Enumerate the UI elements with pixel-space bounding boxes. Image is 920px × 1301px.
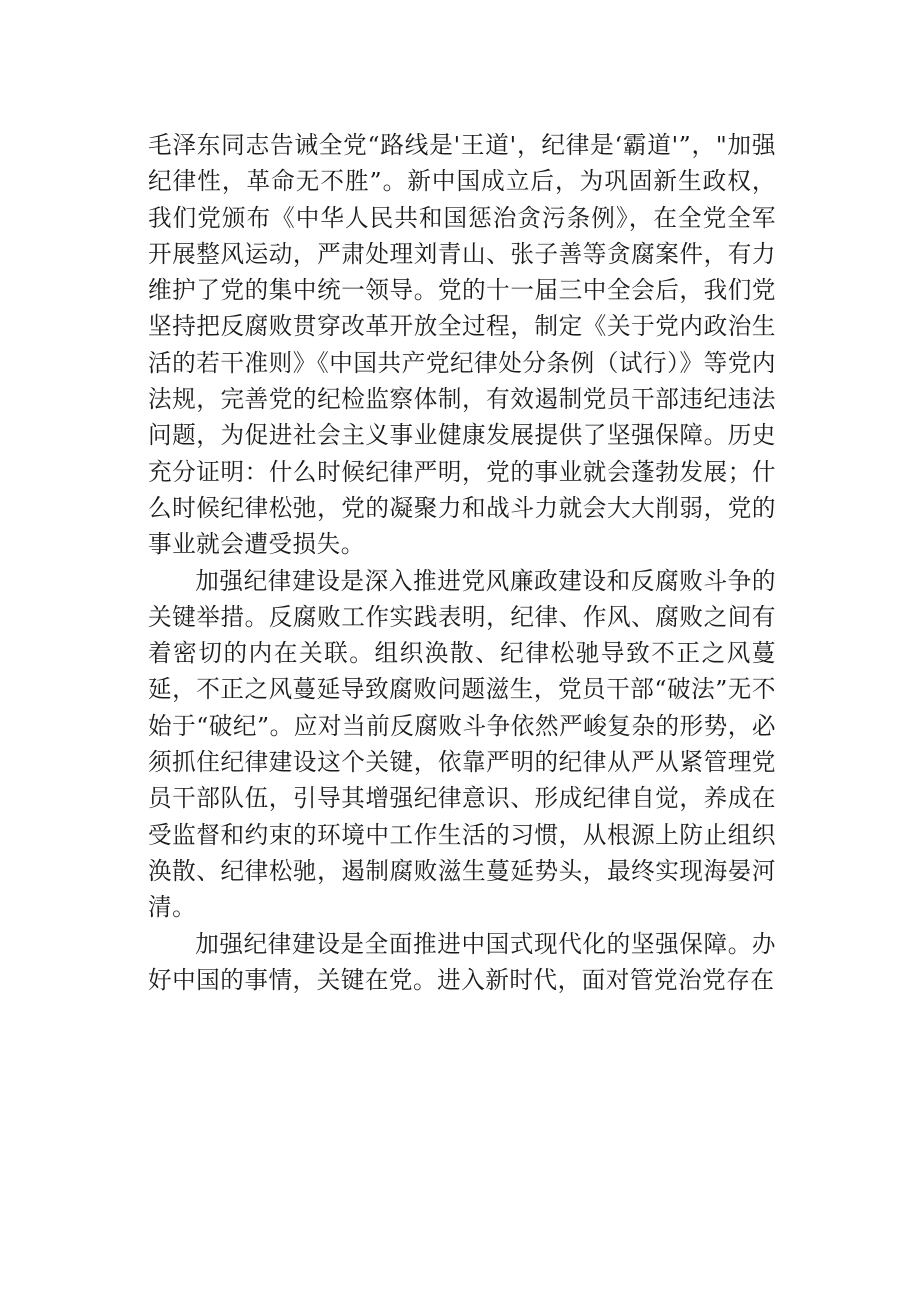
paragraph-history: 毛泽东同志告诫全党“路线是'王道'，纪律是‘霸道'”，"加强纪律性，革命无不胜”。新中国成立后，为巩固新生政权，我们党颁布《中华人民共和国惩治贪污条例》，在全党全军开展整风运动，严肃处理刘青山、张子善等贪腐案件，有力维护了党的集中统一领导。党的十一届三中全会后，我们党坚持把反腐败贯穿改革开放全过程，制定《关于党内政治生活的若干准则》《中国共产党纪律处分条例（试行）》等党内法规，完善党的纪检监察体制，有效遏制党员干部违纪违法问题，为促进社会主义事业健康发展提供了坚强保障。历史充分证明：什么时候纪律严明，党的事业就会蓬勃发展；什么时候纪律松弛，党的凝聚力和战斗力就会大大削弱，党的事业就会遭受损失。 <box>148 131 776 559</box>
paragraph-modernization: 加强纪律建设是全面推进中国式现代化的坚强保障。办好中国的事情，关键在党。进入新时代，面对管党治党存在 <box>148 929 776 994</box>
paragraph-key-measures: 加强纪律建设是深入推进党风廉政建设和反腐败斗争的关键举措。反腐败工作实践表明，纪律、作风、腐败之间有着密切的内在关联。组织涣散、纪律松驰导致不正之风蔓延，不正之风蔓延导致腐败问题滋生，党员干部“破法”无不始于“破纪”。应对当前反腐败斗争依然严峻复杂的形势，必须抓住纪律建设这个关键，依靠严明的纪律从严从紧管理党员干部队伍，引导其增强纪律意识、形成纪律自觉，养成在受监督和约束的环境中工作生活的习惯，从根源上防止组织涣散、纪律松驰，遏制腐败滋生蔓延势头，最终实现海晏河清。 <box>148 566 776 922</box>
document-body <box>148 127 776 998</box>
